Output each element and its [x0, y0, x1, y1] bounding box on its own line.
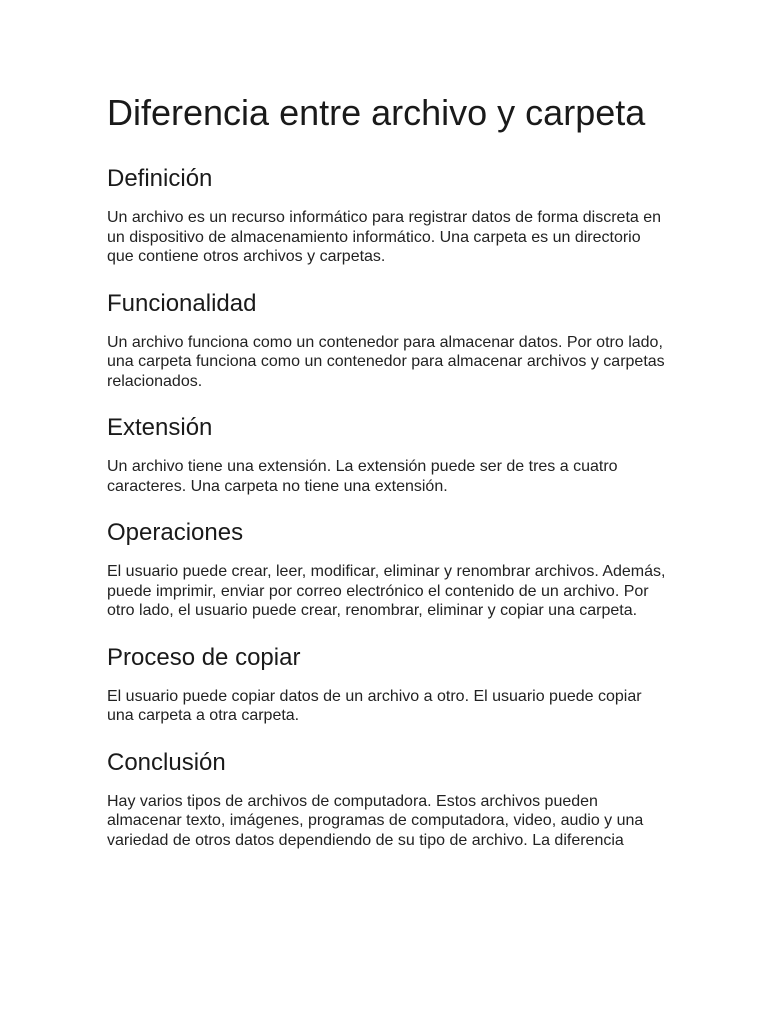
section-extension: [107, 413, 667, 496]
section-body: El usuario puede copiar datos de un archivo a otro. El usuario puede copiar una carpeta a otra carpeta.: [107, 687, 642, 724]
section-body: El usuario puede crear, leer, modificar, eliminar y renombrar archivos. Además, puede imprimir, enviar por correo electrónico el contenido de un archivo. Por otro lado, el usuario puede crear, renombrar, eliminar y copiar una carpeta.: [107, 563, 666, 619]
section-definicion: [107, 164, 667, 267]
section-body: Un archivo es un recurso informático para registrar datos de forma discreta en un dispositivo de almacenamiento informático. Una carpeta es un directorio que contiene otros archivos y carpetas.: [107, 209, 662, 265]
document-title: Diferencia entre archivo y carpeta: [107, 92, 646, 133]
section-heading: Funcionalidad: [107, 289, 257, 317]
section-body: Hay varios tipos de archivos de computadora. Estos archivos pueden almacenar texto, imágenes, programas de computadora, video, audio y una variedad de otros datos dependiendo de su tipo de archivo. La diferencia: [107, 792, 644, 849]
section-proceso-de-copiar: [107, 643, 667, 726]
section-operaciones: [107, 518, 667, 621]
section-conclusion: [107, 748, 667, 851]
section-body: Un archivo tiene una extensión. La extensión puede ser de tres a cuatro caracteres. Una carpeta no tiene una extensión.: [107, 458, 618, 495]
section-heading: Definición: [107, 165, 213, 192]
section-funcionalidad: [107, 289, 667, 392]
section-heading: Extensión: [107, 414, 213, 441]
section-body: Un archivo funciona como un contenedor para almacenar datos. Por otro lado, una carpeta funciona como un contenedor para almacenar archivos y carpetas relacionados.: [107, 333, 665, 390]
section-heading: Conclusión: [107, 748, 226, 776]
section-heading: Proceso de copiar: [107, 643, 301, 671]
document-page: [107, 88, 667, 872]
section-heading: Operaciones: [107, 519, 244, 546]
